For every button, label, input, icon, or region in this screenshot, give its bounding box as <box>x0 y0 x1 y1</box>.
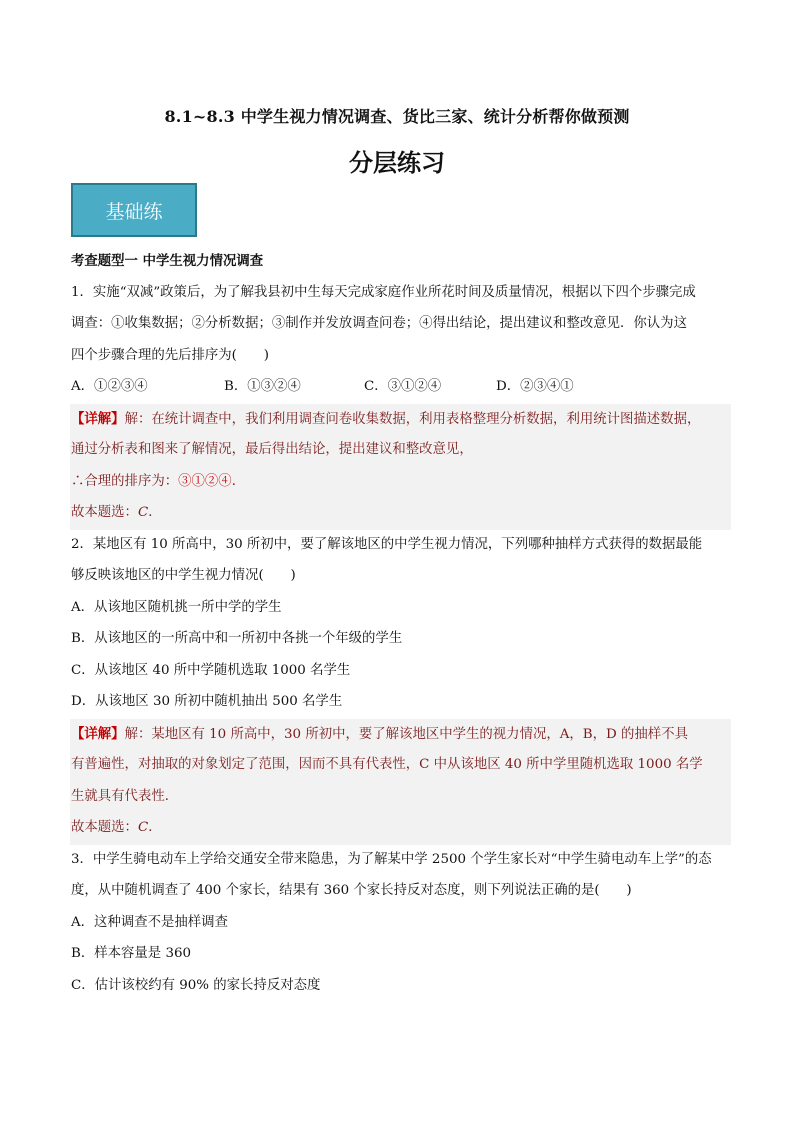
option-a: A．①②③④ <box>71 379 148 394</box>
detail-answer: ③①②④ <box>178 473 232 489</box>
option-b: B．从该地区的一所高中和一所初中各挑一个年级的学生 <box>71 631 403 646</box>
detail-text: 解：在统计调查中，我们利用调查问卷收集数据，利用表格整理分析数据，利用统计图描述数据， <box>124 411 701 427</box>
question-2-line-1: 2．某地区有 10 所高中，30 所初中，要了解该地区的中学生视力情况，下列哪种抽样方式获得的数据最能 <box>71 536 703 552</box>
question-1-options <box>71 372 731 404</box>
section-title: 考查题型一 中学生视力情况调查 <box>71 253 264 269</box>
detail-line-2: 有普遍性，对抽取的对象划定了范围，因而不具有代表性，C 中从该地区 40 所中学里随机选取 1000 名学 <box>71 757 703 772</box>
answer-line <box>71 498 731 530</box>
detail-label: 【详解】 <box>71 725 125 742</box>
answer-line <box>71 813 731 845</box>
question-1 <box>71 278 731 530</box>
question-3-line-1: 3．中学生骑电动车上学给交通安全带来隐患，为了解某中学 2500 个学生家长对“中学生骑电动车上学”的态 <box>71 851 712 867</box>
detail-line-3: 生就具有代表性． <box>71 788 179 804</box>
question-3 <box>71 845 731 1003</box>
question-1-detail <box>70 404 731 530</box>
question-2-line-2: 够反映该地区的中学生视力情况( ) <box>71 568 296 583</box>
detail-line-1 <box>71 404 731 436</box>
option-d: D．从该地区 30 所初中随机抽出 500 名学生 <box>71 694 343 709</box>
detail-label: 【详解】 <box>71 410 125 427</box>
answer-letter: C <box>137 505 149 520</box>
question-2-detail <box>70 719 731 845</box>
document-body <box>71 246 731 1002</box>
option-c: C．估计该校约有 90% 的家长持反对态度 <box>71 977 321 993</box>
option-b: B．①③②④ <box>224 379 301 394</box>
question-2 <box>71 530 731 845</box>
answer-suffix: ． <box>148 505 162 520</box>
question-1-line-2: 调查：①收集数据；②分析数据；③制作并发放调查问卷；④得出结论，提出建议和整改意见．你认为这 <box>71 316 687 331</box>
document-subtitle: 分层练习 <box>349 148 445 177</box>
detail-line-3 <box>71 467 731 499</box>
option-c: C．从该地区 40 所中学随机选取 1000 名学生 <box>71 662 351 678</box>
answer-suffix: ． <box>148 820 162 835</box>
detail-prefix: ∴合理的排序为： <box>71 473 179 489</box>
detail-suffix: ． <box>231 473 246 489</box>
answer-prefix: 故本题选： <box>71 820 138 835</box>
question-1-line-1: 1．实施“双减”政策后，为了解我县初中生每天完成家庭作业所花时间及质量情况，根据以下四个步骤完成 <box>71 284 696 300</box>
option-c: C．③①②④ <box>364 379 442 394</box>
detail-line-2: 通过分析表和图来了解情况，最后得出结论，提出建议和整改意见， <box>71 442 473 457</box>
option-b: B．样本容量是 360 <box>71 946 191 961</box>
option-a: A．从该地区随机挑一所中学的学生 <box>71 599 282 615</box>
level-badge: 基础练 <box>71 183 197 237</box>
answer-letter: C <box>137 820 149 835</box>
document-title: 8.1~8.3 中学生视力情况调查、货比三家、统计分析帮你做预测 <box>164 107 630 126</box>
option-a: A．这种调查不是抽样调查 <box>71 914 228 930</box>
answer-prefix: 故本题选： <box>71 505 138 520</box>
question-1-line-3: 四个步骤合理的先后排序为( ) <box>71 347 269 363</box>
question-3-line-2: 度，从中随机调查了 400 个家长，结果有 360 个家长持反对态度，则下列说法正确的是( ) <box>71 883 632 898</box>
detail-line-1 <box>71 719 731 751</box>
option-d: D．②③④① <box>496 379 574 394</box>
detail-text: 解：某地区有 10 所高中，30 所初中，要了解该地区中学生的视力情况，A，B，D 的抽样不具 <box>124 726 688 742</box>
